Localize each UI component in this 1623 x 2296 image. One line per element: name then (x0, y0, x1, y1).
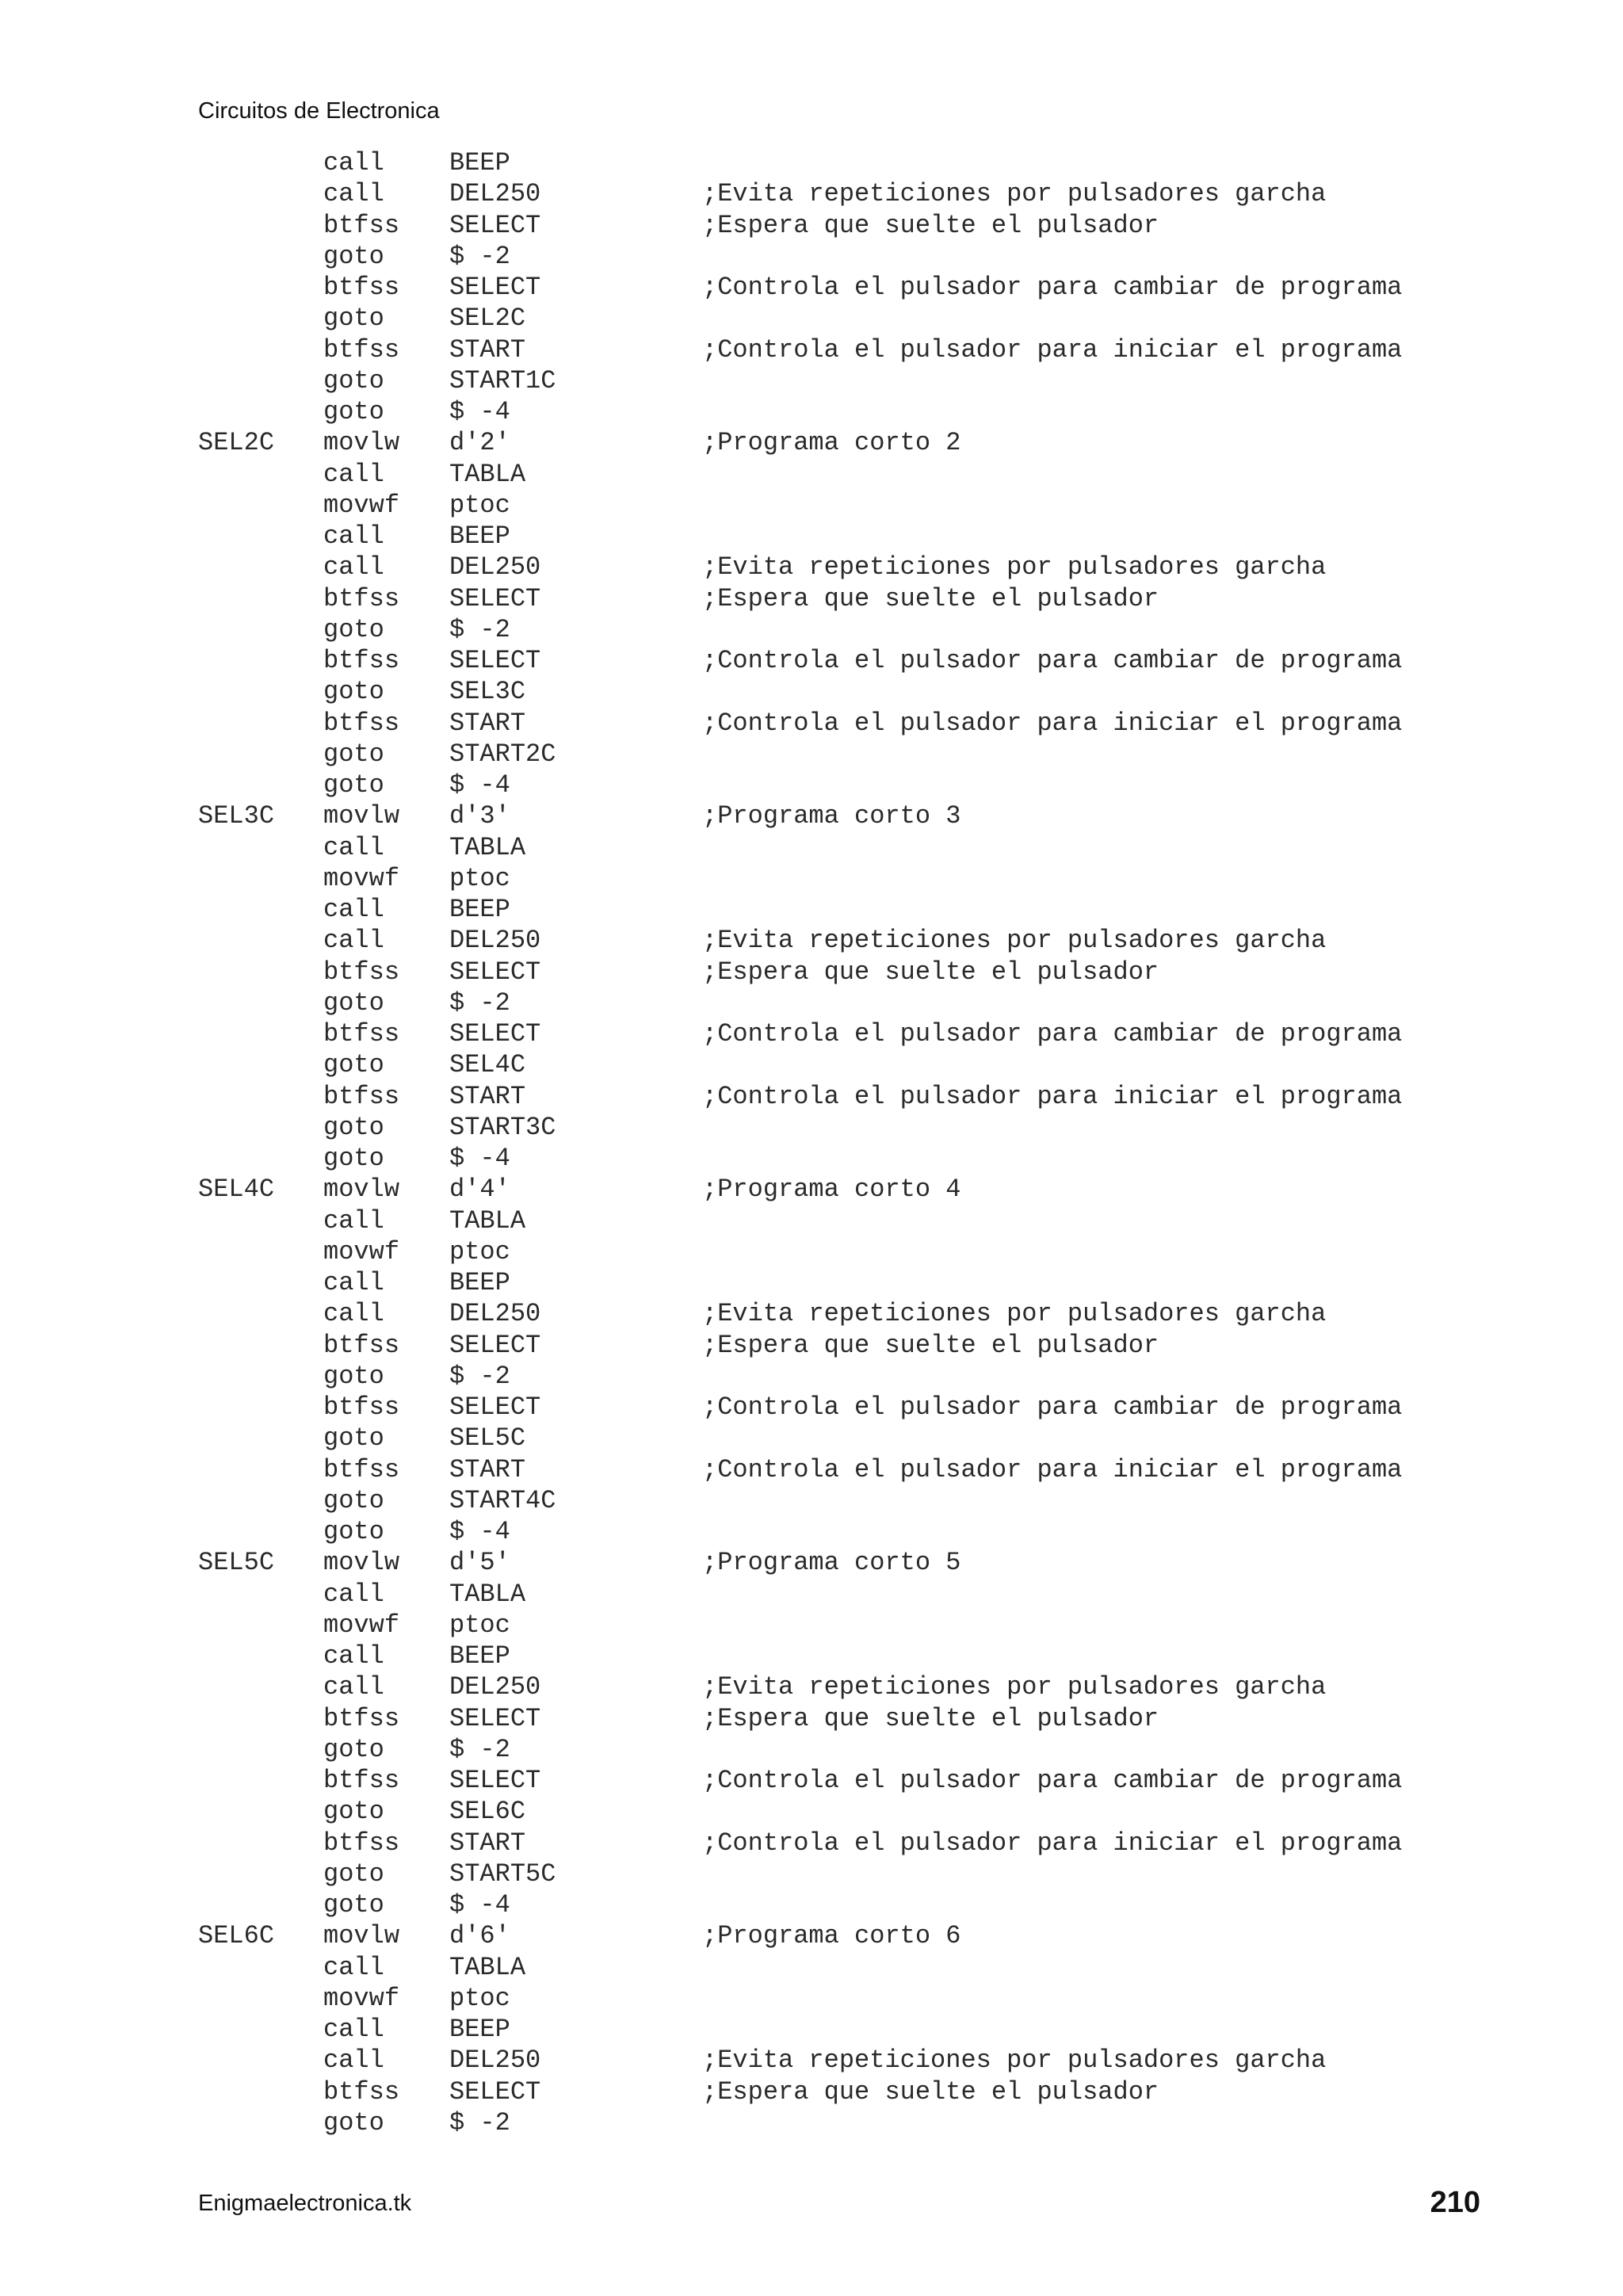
code-opcode: movlw (323, 1175, 400, 1205)
code-opcode: btfss (323, 1454, 400, 1484)
code-operand: START1C (449, 365, 556, 395)
code-comment: ;Espera que suelte el pulsador (702, 957, 1159, 987)
code-operand: START5C (449, 1859, 556, 1889)
code-opcode: movlw (323, 1548, 400, 1578)
code-opcode: movlw (323, 801, 400, 831)
code-operand: $ -2 (449, 1734, 510, 1764)
code-comment: ;Espera que suelte el pulsador (702, 210, 1159, 240)
code-opcode: call (323, 1672, 384, 1702)
code-comment: ;Evita repeticiones por pulsadores garcha (702, 926, 1327, 956)
code-line (198, 2014, 1514, 2045)
code-opcode: call (323, 1205, 384, 1236)
code-line (198, 241, 1514, 272)
code-line (198, 1049, 1514, 1080)
code-operand: SELECT (449, 273, 541, 302)
code-opcode: btfss (323, 2076, 400, 2107)
code-operand: d'3' (449, 801, 510, 831)
code-operand: BEEP (449, 1268, 510, 1297)
code-comment: ;Controla el pulsador para cambiar de programa (702, 273, 1403, 302)
page-header-title: Circuitos de Electronica (198, 98, 440, 124)
code-operand: TABLA (449, 459, 526, 489)
code-line (198, 1392, 1514, 1423)
code-comment: ;Espera que suelte el pulsador (702, 2076, 1159, 2107)
code-line (198, 1236, 1514, 1267)
code-comment: ;Programa corto 3 (702, 801, 961, 831)
code-line (198, 676, 1514, 707)
code-line (198, 1547, 1514, 1578)
code-opcode: btfss (323, 334, 400, 365)
footer-site: Enigmaelectronica.tk (198, 2191, 412, 2216)
code-opcode: movwf (323, 863, 400, 893)
code-line (198, 1485, 1514, 1516)
code-operand: $ -2 (449, 2107, 510, 2137)
code-comment: ;Evita repeticiones por pulsadores garcha (702, 1672, 1327, 1702)
code-opcode: call (323, 148, 384, 178)
code-operand: d'4' (449, 1175, 510, 1205)
code-operand: $ -4 (449, 1144, 510, 1173)
code-line (198, 1267, 1514, 1298)
code-operand: ptoc (449, 1236, 510, 1266)
code-line (198, 2076, 1514, 2107)
code-operand: DEL250 (449, 926, 541, 956)
code-operand: BEEP (449, 2015, 510, 2044)
code-operand: START (449, 334, 526, 365)
code-opcode: goto (323, 304, 384, 334)
code-operand: ptoc (449, 1983, 510, 2013)
code-line (198, 645, 1514, 676)
code-operand: $ -2 (449, 988, 510, 1018)
code-opcode: goto (323, 1423, 384, 1454)
code-opcode: movwf (323, 490, 400, 520)
code-comment: ;Controla el pulsador para iniciar el programa (702, 1828, 1403, 1858)
code-line (198, 490, 1514, 521)
code-operand: d'5' (449, 1548, 510, 1578)
code-opcode: btfss (323, 1392, 400, 1422)
code-opcode: call (323, 521, 384, 551)
code-line (198, 1454, 1514, 1485)
code-comment: ;Controla el pulsador para iniciar el programa (702, 1081, 1403, 1111)
code-line (198, 1920, 1514, 1951)
code-opcode: goto (323, 1112, 384, 1142)
code-opcode: call (323, 1299, 384, 1329)
code-comment: ;Evita repeticiones por pulsadores garcha (702, 552, 1327, 583)
code-comment: ;Controla el pulsador para cambiar de programa (702, 1019, 1403, 1049)
code-opcode: goto (323, 770, 384, 800)
code-opcode: btfss (323, 273, 400, 302)
code-opcode: goto (323, 1144, 384, 1173)
code-operand: SEL4C (449, 1050, 526, 1080)
code-line (198, 1112, 1514, 1143)
code-operand: BEEP (449, 1641, 510, 1671)
code-opcode: call (323, 926, 384, 956)
code-opcode: goto (323, 397, 384, 426)
code-operand: SELECT (449, 2076, 541, 2107)
code-line (198, 552, 1514, 583)
code-line (198, 1361, 1514, 1392)
code-line (198, 427, 1514, 458)
code-opcode: movwf (323, 1236, 400, 1266)
code-opcode: btfss (323, 1081, 400, 1111)
code-line (198, 770, 1514, 800)
code-opcode: goto (323, 614, 384, 644)
code-line (198, 1298, 1514, 1329)
code-line (198, 1983, 1514, 2014)
code-opcode: goto (323, 241, 384, 271)
code-comment: ;Controla el pulsador para cambiar de programa (702, 1766, 1403, 1795)
code-operand: SELECT (449, 646, 541, 675)
code-opcode: movwf (323, 1983, 400, 2013)
code-opcode: movwf (323, 1610, 400, 1640)
code-opcode: btfss (323, 1019, 400, 1049)
code-line (198, 2045, 1514, 2076)
code-line (198, 614, 1514, 645)
code-opcode: call (323, 459, 384, 489)
code-opcode: goto (323, 365, 384, 395)
code-line (198, 1205, 1514, 1236)
code-line (198, 925, 1514, 956)
code-opcode: call (323, 552, 384, 583)
code-operand: SELECT (449, 1766, 541, 1795)
code-operand: d'2' (449, 428, 510, 458)
code-operand: TABLA (449, 1579, 526, 1609)
code-opcode: btfss (323, 210, 400, 240)
code-label: SEL5C (198, 1548, 275, 1578)
code-opcode: btfss (323, 1828, 400, 1858)
code-operand: SELECT (449, 957, 541, 987)
code-comment: ;Espera que suelte el pulsador (702, 583, 1159, 613)
code-line (198, 583, 1514, 614)
code-opcode: goto (323, 1890, 384, 1920)
code-comment: ;Programa corto 2 (702, 428, 961, 458)
page-number: 210 (1430, 2186, 1480, 2219)
code-line (198, 1143, 1514, 1174)
code-label: SEL4C (198, 1175, 275, 1205)
code-label: SEL2C (198, 428, 275, 458)
code-line (198, 1081, 1514, 1112)
code-line (198, 1889, 1514, 1920)
code-comment: ;Programa corto 6 (702, 1921, 961, 1951)
code-operand: $ -4 (449, 1890, 510, 1920)
code-opcode: goto (323, 988, 384, 1018)
code-operand: SEL3C (449, 677, 526, 707)
code-opcode: call (323, 1641, 384, 1671)
code-operand: $ -4 (449, 397, 510, 426)
code-operand: SEL2C (449, 304, 526, 334)
code-operand: START (449, 708, 526, 738)
code-opcode: btfss (323, 583, 400, 613)
code-operand: START4C (449, 1485, 556, 1515)
code-comment: ;Evita repeticiones por pulsadores garcha (702, 179, 1327, 209)
code-line (198, 1330, 1514, 1361)
code-opcode: goto (323, 1361, 384, 1391)
code-opcode: btfss (323, 1330, 400, 1360)
code-opcode: call (323, 832, 384, 862)
code-opcode: goto (323, 1734, 384, 1764)
code-operand: ptoc (449, 1610, 510, 1640)
code-line (198, 863, 1514, 894)
code-operand: DEL250 (449, 2046, 541, 2076)
code-line (198, 1859, 1514, 1889)
code-line (198, 1734, 1514, 1765)
code-line (198, 894, 1514, 925)
code-line (198, 272, 1514, 303)
code-operand: $ -4 (449, 1517, 510, 1546)
code-line (198, 800, 1514, 831)
code-line (198, 178, 1514, 209)
code-opcode: btfss (323, 646, 400, 675)
code-operand: DEL250 (449, 552, 541, 583)
code-line (198, 1516, 1514, 1547)
code-operand: TABLA (449, 1952, 526, 1982)
code-operand: START3C (449, 1112, 556, 1142)
code-opcode: btfss (323, 708, 400, 738)
code-operand: ptoc (449, 490, 510, 520)
code-opcode: goto (323, 1050, 384, 1080)
code-operand: $ -2 (449, 241, 510, 271)
code-line (198, 1952, 1514, 1983)
code-line (198, 832, 1514, 863)
code-operand: DEL250 (449, 1672, 541, 1702)
code-line (198, 1423, 1514, 1454)
code-comment: ;Controla el pulsador para iniciar el programa (702, 708, 1403, 738)
code-opcode: call (323, 1952, 384, 1982)
code-label: SEL3C (198, 801, 275, 831)
code-operand: SEL5C (449, 1423, 526, 1454)
code-operand: SELECT (449, 1330, 541, 1360)
code-line (198, 396, 1514, 427)
code-operand: SELECT (449, 1392, 541, 1422)
code-comment: ;Controla el pulsador para iniciar el programa (702, 334, 1403, 365)
code-comment: ;Programa corto 5 (702, 1548, 961, 1578)
code-line (198, 1579, 1514, 1610)
code-operand: $ -2 (449, 614, 510, 644)
code-line (198, 210, 1514, 241)
code-opcode: call (323, 2015, 384, 2044)
code-line (198, 1174, 1514, 1205)
code-comment: ;Controla el pulsador para cambiar de programa (702, 1392, 1403, 1422)
code-opcode: btfss (323, 957, 400, 987)
code-line (198, 1796, 1514, 1827)
code-opcode: btfss (323, 1766, 400, 1795)
code-operand: TABLA (449, 832, 526, 862)
code-opcode: btfss (323, 1703, 400, 1733)
code-comment: ;Evita repeticiones por pulsadores garcha (702, 2046, 1327, 2076)
code-opcode: call (323, 1268, 384, 1297)
code-operand: DEL250 (449, 179, 541, 209)
code-label: SEL6C (198, 1921, 275, 1951)
code-operand: START (449, 1828, 526, 1858)
code-operand: d'6' (449, 1921, 510, 1951)
code-operand: $ -4 (449, 770, 510, 800)
code-opcode: movlw (323, 428, 400, 458)
code-operand: $ -2 (449, 1361, 510, 1391)
code-line (198, 1828, 1514, 1859)
code-opcode: goto (323, 1797, 384, 1827)
code-line (198, 1671, 1514, 1702)
code-operand: TABLA (449, 1205, 526, 1236)
code-operand: START (449, 1454, 526, 1484)
code-opcode: goto (323, 739, 384, 769)
code-line (198, 365, 1514, 396)
code-line (198, 303, 1514, 334)
code-opcode: goto (323, 1859, 384, 1889)
code-comment: ;Evita repeticiones por pulsadores garcha (702, 1299, 1327, 1329)
code-line (198, 521, 1514, 552)
code-listing (198, 147, 1514, 2138)
code-line (198, 1765, 1514, 1796)
code-opcode: call (323, 1579, 384, 1609)
code-operand: SELECT (449, 210, 541, 240)
code-comment: ;Controla el pulsador para cambiar de programa (702, 646, 1403, 675)
code-line (198, 1703, 1514, 1734)
code-line (198, 2107, 1514, 2138)
code-opcode: call (323, 2046, 384, 2076)
code-opcode: movlw (323, 1921, 400, 1951)
code-comment: ;Espera que suelte el pulsador (702, 1703, 1159, 1733)
code-opcode: call (323, 895, 384, 924)
code-opcode: goto (323, 1485, 384, 1515)
code-operand: START2C (449, 739, 556, 769)
code-operand: BEEP (449, 895, 510, 924)
code-operand: BEEP (449, 521, 510, 551)
code-operand: ptoc (449, 863, 510, 893)
code-comment: ;Programa corto 4 (702, 1175, 961, 1205)
code-operand: SELECT (449, 583, 541, 613)
code-operand: BEEP (449, 148, 510, 178)
code-opcode: goto (323, 2107, 384, 2137)
code-line (198, 1641, 1514, 1671)
code-line (198, 739, 1514, 770)
code-operand: START (449, 1081, 526, 1111)
code-operand: DEL250 (449, 1299, 541, 1329)
code-line (198, 147, 1514, 178)
code-comment: ;Controla el pulsador para iniciar el programa (702, 1454, 1403, 1484)
code-opcode: goto (323, 677, 384, 707)
code-line (198, 988, 1514, 1018)
code-line (198, 334, 1514, 365)
code-line (198, 708, 1514, 739)
code-comment: ;Espera que suelte el pulsador (702, 1330, 1159, 1360)
code-line (198, 1610, 1514, 1641)
code-operand: SEL6C (449, 1797, 526, 1827)
code-line (198, 957, 1514, 988)
code-opcode: goto (323, 1517, 384, 1546)
code-line (198, 459, 1514, 490)
code-operand: SELECT (449, 1703, 541, 1733)
code-operand: SELECT (449, 1019, 541, 1049)
code-line (198, 1018, 1514, 1049)
code-opcode: call (323, 179, 384, 209)
